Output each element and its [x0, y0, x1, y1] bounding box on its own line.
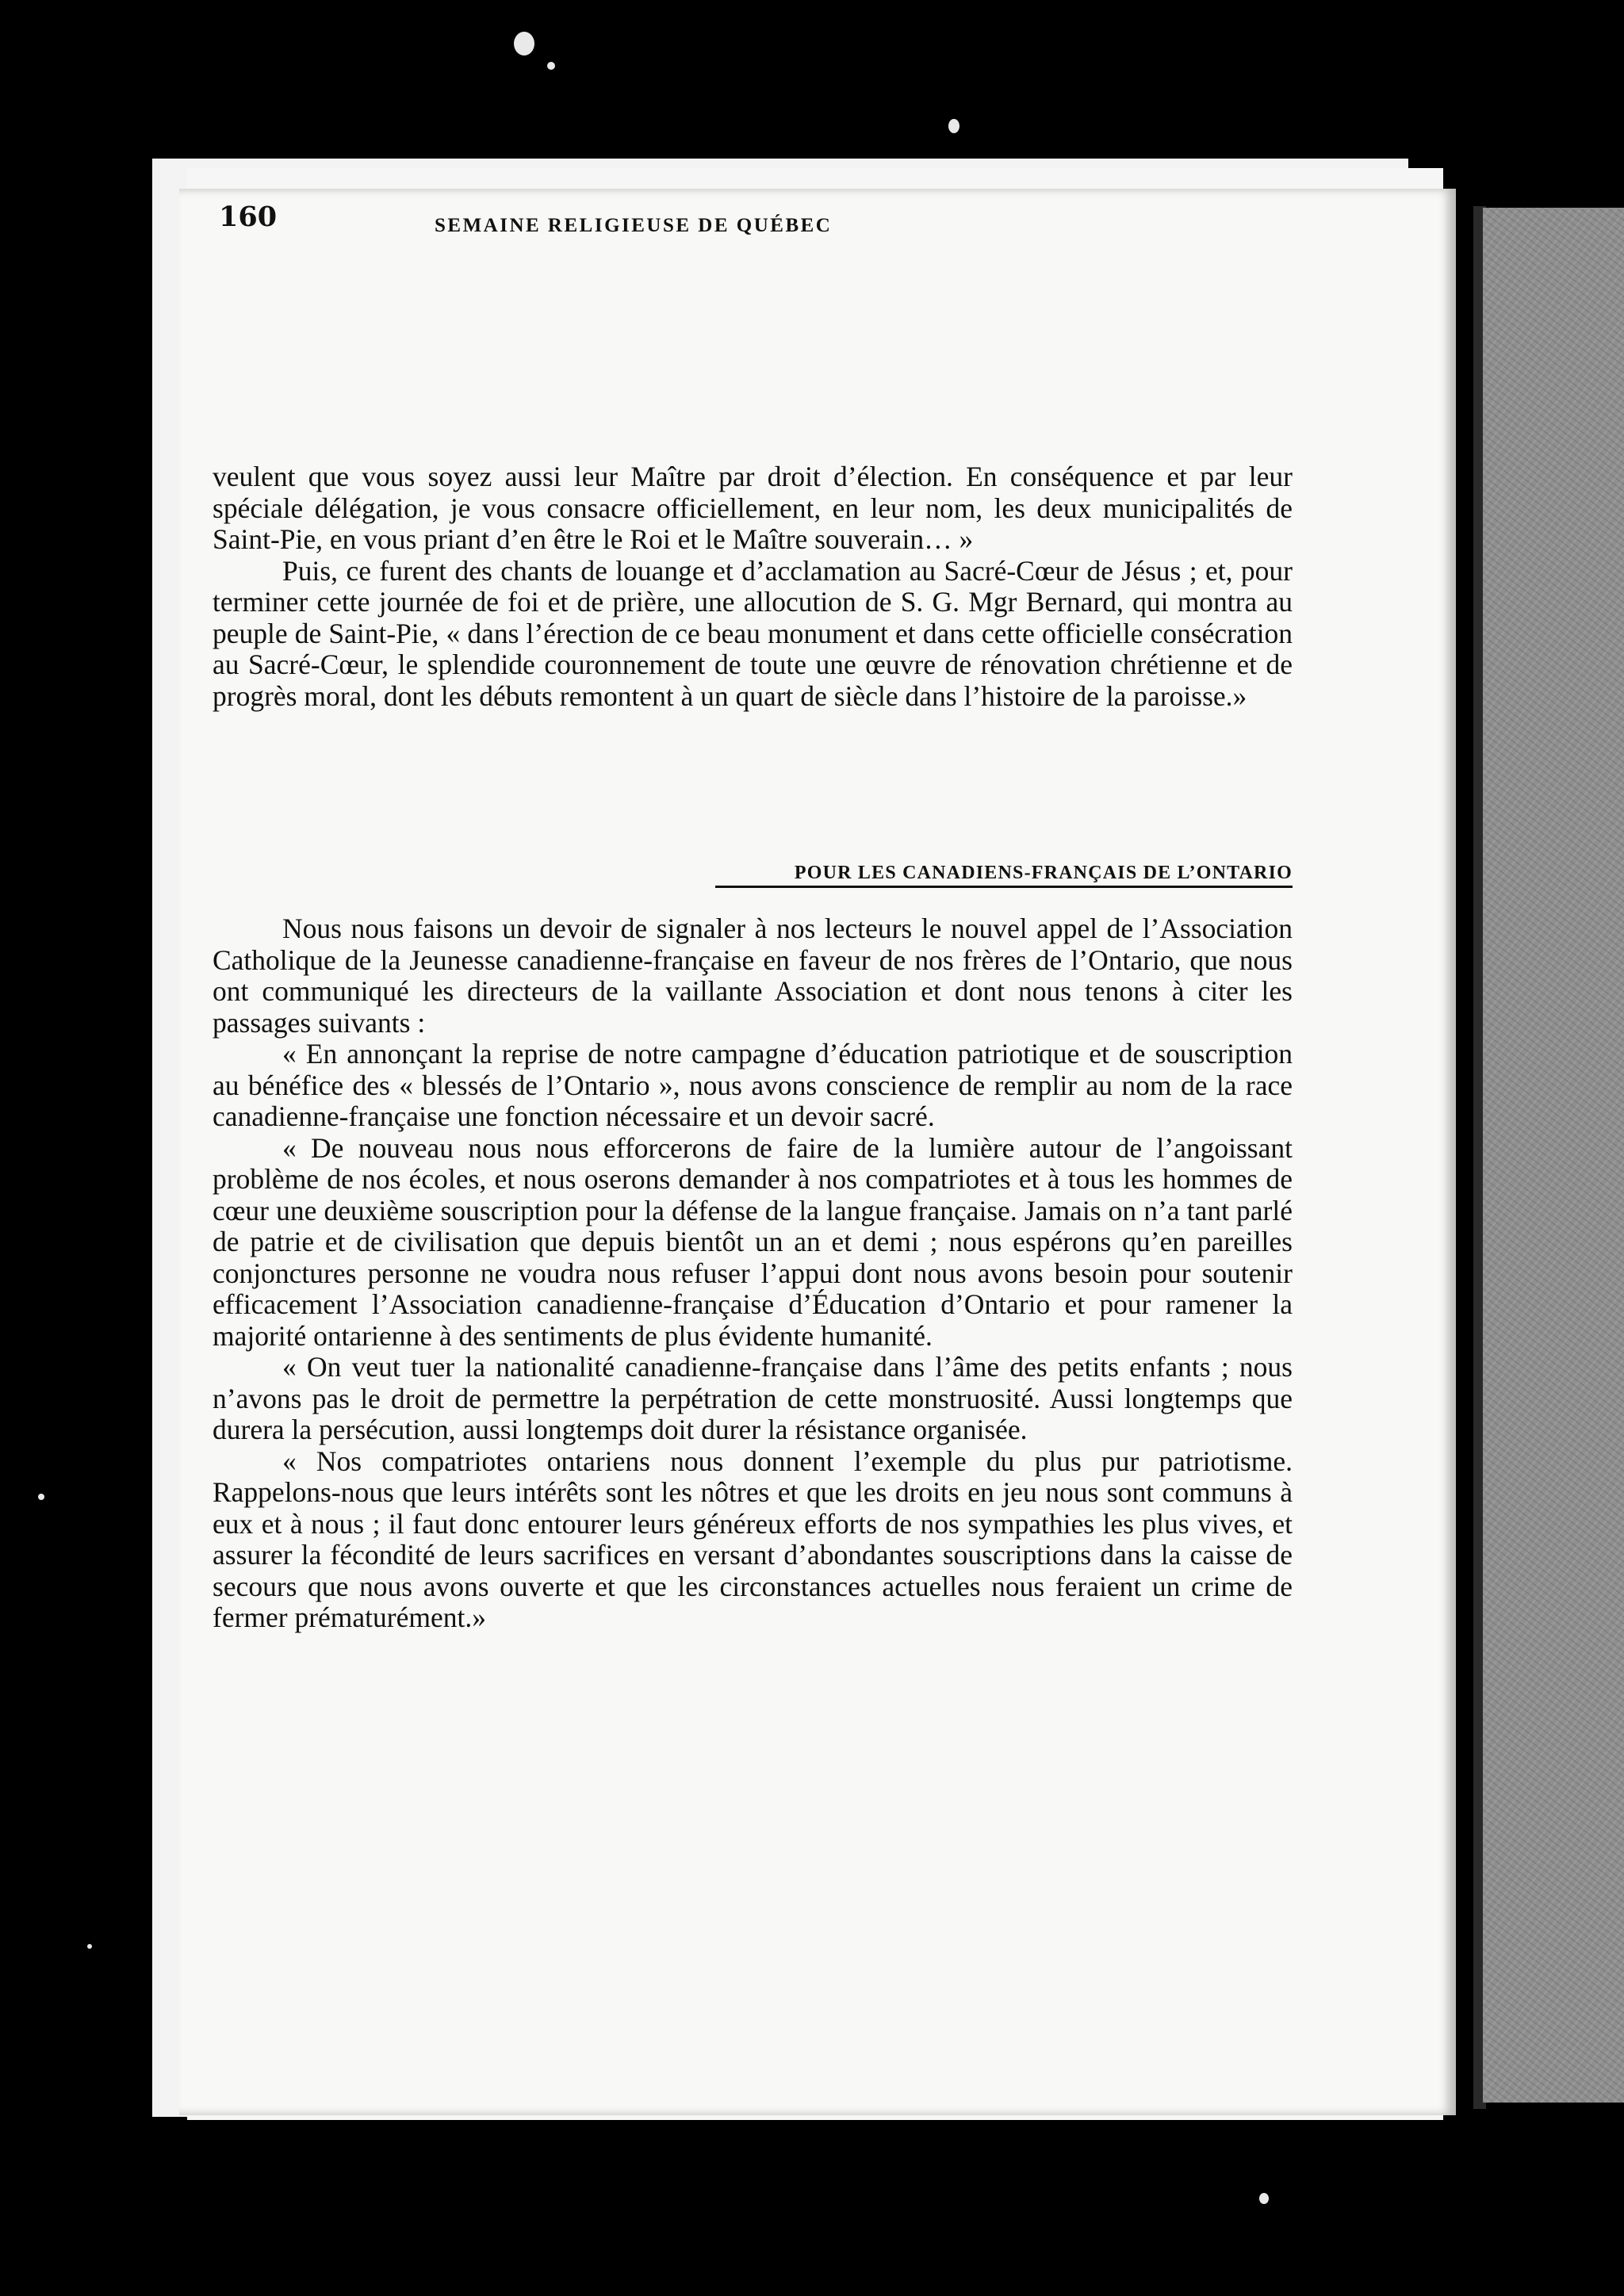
dust-speck: [514, 32, 534, 55]
text-block-opening: [213, 461, 1293, 712]
page-number: 160: [219, 201, 278, 233]
dust-speck: [87, 1944, 92, 1949]
paragraph: « En annonçant la reprise de notre campagne d’éducation patriotique et de souscription au bénéfice des « blessés de l’Ontario », nous avons conscience de remplir au nom de la race canadienne-française une fonction nécessaire et un devoir sacré.: [213, 1038, 1293, 1132]
dust-speck: [547, 62, 555, 70]
paragraph: « De nouveau nous nous efforcerons de faire de la lumière autour de l’angoissant problème de nos écoles, et nous oserons demander à nos compatriotes et à tous les hommes de cœur une deuxième souscription pour la défense de la langue française. Jamais on n’a tant parlé de patrie et de civilisation que depuis bientôt un an et demi ; nous espérons qu’en pareilles conjonctures personne ne voudra nous refuser l’appui dont nous avons besoin pour soutenir efficacement l’Association canadienne-française d’Éducation d’Ontario et pour ramener la majorité ontarienne à des sentiments de plus évidente humanité.: [213, 1131, 1293, 1352]
dust-speck: [38, 1494, 44, 1500]
paragraph: « Nos compatriotes ontariens nous donnent l’exemple du plus pur patriotisme. Rappelons-nous que leurs intérêts sont les nôtres et que les droits en jeu nous sont communs à eux et à nous ; il faut donc entourer leurs généreux efforts de nos sympathies les plus vives, et assurer la fécondité de leurs sacrifices en versant d’abondantes souscriptions dans la caisse de secours que nous avons ouverte et que les circonstances actuelles nous feraient un crime de fermer prématurément.»: [213, 1445, 1293, 1633]
paragraph: Nous nous faisons un devoir de signaler à nos lecteurs le nouvel appel de l’Association Catholique de la Jeunesse canadienne-française en faveur de nos frères de l’Ontario, que nous ont communiqué les directeurs de la vaillante Association et dont nous tenons à citer les passages suivants :: [213, 913, 1293, 1039]
paragraph: veulent que vous soyez aussi leur Maître par droit d’élection. En conséquence et par leur spéciale délégation, je vous consacre officiellement, en leur nom, les deux municipalités de Saint-Pie, en vous priant d’en être le Roi et le Maître souverain… »: [213, 461, 1293, 555]
paragraph: Puis, ce furent des chants de louange et d’acclamation au Sacré-Cœur de Jésus ; et, pour terminer cette journée de foi et de prière, une allocution de S. G. Mgr Bernard, qui montra au peuple de Saint-Pie, « dans l’érection de ce beau monument et dans cette officielle consécration au Sacré-Cœur, le splendide couronnement de toute une œuvre de rénovation chrétienne et de progrès moral, dont les débuts remontent à un quart de siècle dans l’histoire de la paroisse.»: [213, 554, 1293, 712]
section-heading: POUR LES CANADIENS-FRANÇAIS DE L’ONTARIO: [715, 863, 1293, 888]
paragraph: « On veut tuer la nationalité canadienne-française dans l’âme des petits enfants ; nous n’avons pas le droit de permettre la perpétration de cette monstruosité. Aussi longtemps que durera la persécution, aussi longtemps doit durer la résistance organisée.: [213, 1351, 1293, 1445]
dust-speck: [1259, 2193, 1269, 2204]
text-block-article: [213, 913, 1293, 1634]
running-head: SEMAINE RELIGIEUSE DE QUÉBEC: [435, 215, 833, 236]
dust-speck: [948, 119, 959, 133]
facing-page-texture: [1483, 208, 1624, 2103]
